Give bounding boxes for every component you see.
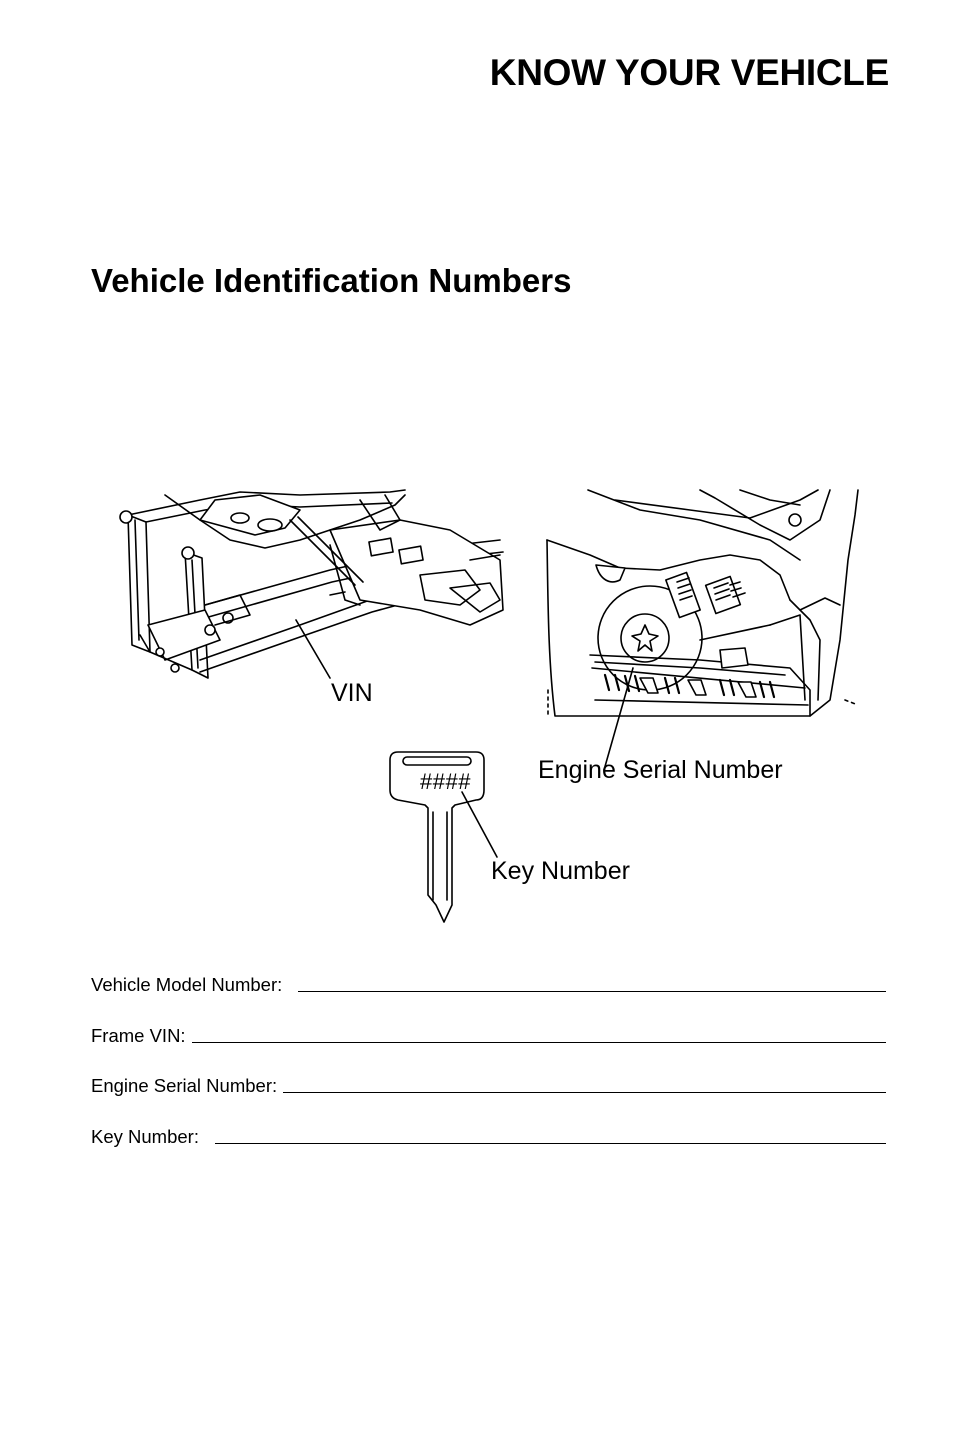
- form-row-key-number: [91, 1118, 886, 1148]
- form-row-frame-vin: [91, 1017, 886, 1047]
- engine-illustration: [547, 490, 858, 716]
- field-label: Vehicle Model Number:: [91, 974, 283, 995]
- field-label: Engine Serial Number:: [91, 1075, 278, 1096]
- field-label: Frame VIN:: [91, 1025, 186, 1046]
- field-label: Key Number:: [91, 1126, 199, 1147]
- vin-callout: VIN: [331, 679, 373, 707]
- engine-serial-callout: Engine Serial Number: [538, 756, 783, 784]
- frame-illustration: [120, 490, 503, 678]
- key-code-text: ####: [420, 769, 471, 794]
- form-row-engine-serial: [91, 1067, 886, 1097]
- engine-serial-blank-line[interactable]: [283, 1091, 886, 1093]
- model-number-blank-line[interactable]: [298, 990, 886, 992]
- key-number-leader-line: [462, 792, 497, 857]
- section-title: Vehicle Identification Numbers: [91, 262, 572, 299]
- key-number-blank-line[interactable]: [215, 1142, 886, 1144]
- key-number-callout: Key Number: [491, 857, 630, 885]
- frame-vin-blank-line[interactable]: [192, 1041, 886, 1043]
- form-row-model-number: [91, 966, 886, 996]
- page-title: KNOW YOUR VEHICLE: [489, 52, 889, 93]
